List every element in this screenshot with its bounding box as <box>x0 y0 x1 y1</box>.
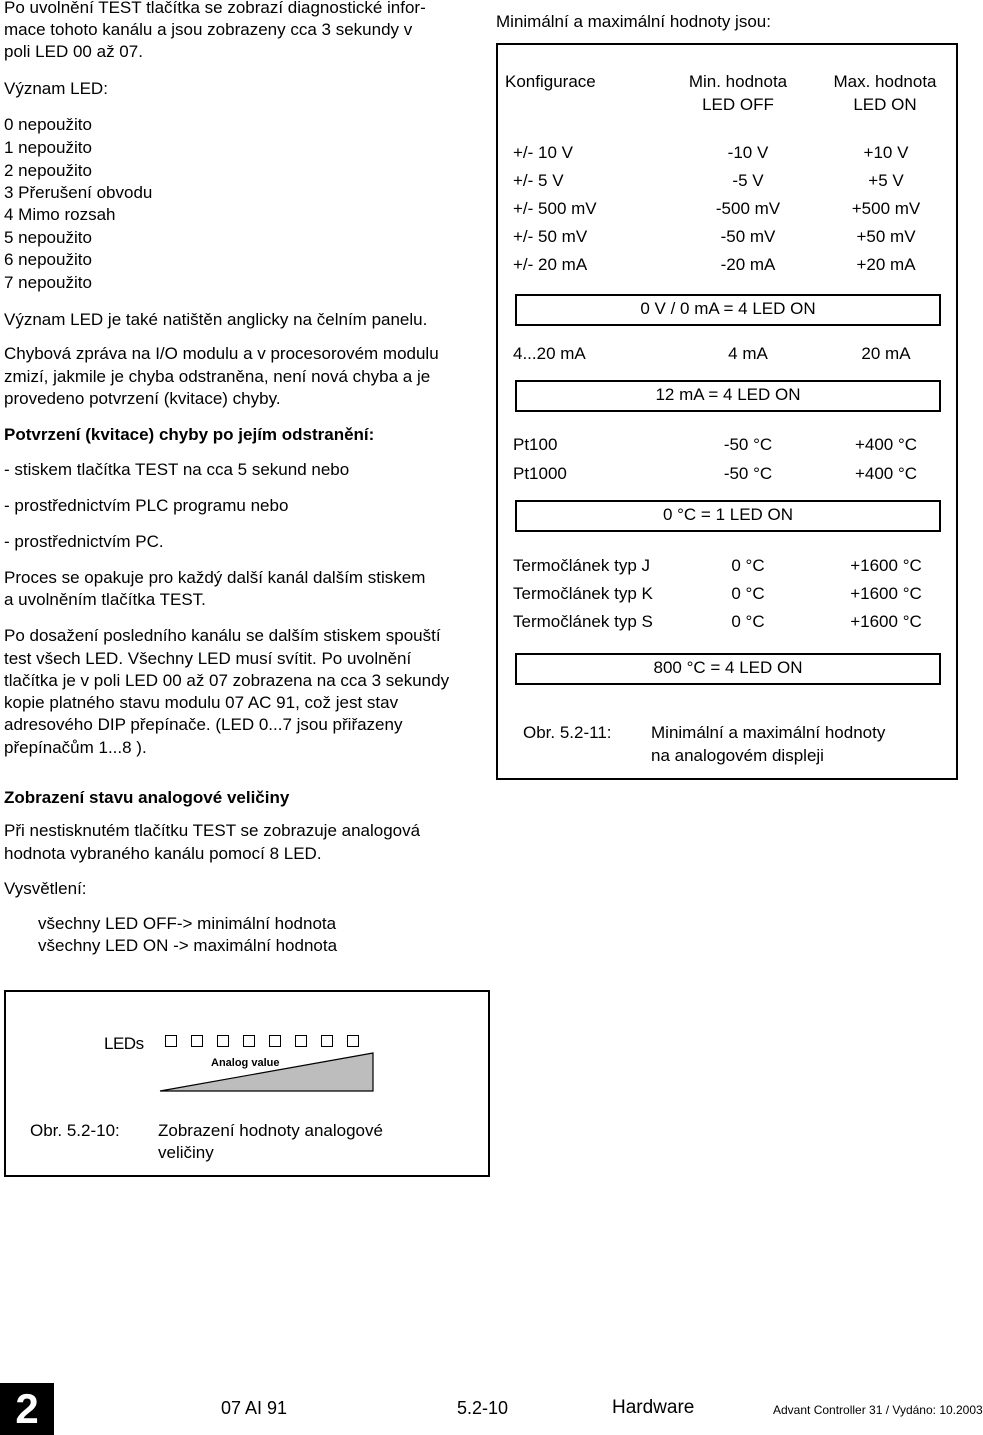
led-list-item: 5 nepoužito <box>4 228 92 247</box>
cell-max: +1600 °C <box>850 612 922 631</box>
explain-item: všechny LED OFF-> minimální hodnota <box>38 914 337 933</box>
led-indicator <box>321 1035 333 1047</box>
leds-label: LEDs <box>104 1034 144 1053</box>
footer-section: Hardware <box>612 1397 695 1418</box>
cell-max: +400 °C <box>854 464 918 483</box>
figure-11-caption-text: na analogovém displeji <box>651 746 824 765</box>
cell-config: +/- 50 mV <box>513 227 588 246</box>
cell-min: -10 V <box>727 143 769 162</box>
minmax-heading: Minimální a maximální hodnoty jsou: <box>496 12 771 31</box>
ack-heading: Potvrzení (kvitace) chyby po jejím odstranění: <box>4 425 375 444</box>
led-indicator <box>191 1035 203 1047</box>
explain-title: Vysvětlení: <box>4 879 87 898</box>
column-header-max: LED ON <box>853 95 917 114</box>
cell-config: +/- 20 mA <box>513 255 588 274</box>
cell-max: +20 mA <box>856 255 916 274</box>
cell-max: +500 mV <box>851 199 921 218</box>
cell-config: +/- 500 mV <box>513 199 597 218</box>
last-channel-line: kopie platného stavu modulu 07 AC 91, což jest stav <box>4 693 399 712</box>
cell-max: +1600 °C <box>850 584 922 603</box>
last-channel-line: tlačítka je v poli LED 00 až 07 zobrazena na cca 3 sekundy <box>4 671 450 690</box>
column-header-config: Konfigurace <box>505 72 596 91</box>
error-msg-line: zmizí, jakmile je chyba odstraněna, není nová chyba a je <box>4 367 431 386</box>
led-indicator <box>217 1035 229 1047</box>
cell-config: Pt100 <box>513 435 558 454</box>
led-indicator <box>347 1035 359 1047</box>
last-channel-line: test všech LED. Všechny LED musí svítit. Po uvolnění <box>4 649 412 668</box>
repeat-line: a uvolněním tlačítka TEST. <box>4 590 206 609</box>
cell-min: -50 °C <box>723 464 773 483</box>
cell-min: 0 °C <box>731 556 765 575</box>
cell-config: Pt1000 <box>513 464 567 483</box>
explain-item: všechny LED ON -> maximální hodnota <box>38 936 338 955</box>
column-header-min: Min. hodnota <box>688 72 788 91</box>
intro-line-2: mace tohoto kanálu a jsou zobrazeny cca 3 sekundy v <box>4 20 413 39</box>
led-list-item: 2 nepoužito <box>4 161 92 180</box>
column-header-min: LED OFF <box>702 95 774 114</box>
led-indicator <box>295 1035 307 1047</box>
analog-heading: Zobrazení stavu analogové veličiny <box>4 788 290 807</box>
cell-max: +400 °C <box>854 435 918 454</box>
figure-minmax-table <box>496 43 958 780</box>
cell-min: 0 °C <box>731 584 765 603</box>
figure-11-caption-number: Obr. 5.2-11: <box>523 723 612 742</box>
cell-min: -50 °C <box>723 435 773 454</box>
cell-max: +10 V <box>863 143 909 162</box>
ack-item: - prostřednictvím PLC programu nebo <box>4 496 289 515</box>
analog-text-line: Při nestisknutém tlačítku TEST se zobrazuje analogová <box>4 821 421 840</box>
cell-max: +5 V <box>868 171 904 190</box>
led-meaning-title: Význam LED: <box>4 79 108 98</box>
figure-10-caption-number: Obr. 5.2-10: <box>30 1121 120 1140</box>
footer-module: 07 AI 91 <box>221 1398 288 1418</box>
led-indicator <box>269 1035 281 1047</box>
repeat-line: Proces se opakuje pro každý další kanál dalším stiskem <box>4 568 426 587</box>
cell-max: 20 mA <box>861 344 911 363</box>
figure-11-caption-text: Minimální a maximální hodnoty <box>651 723 886 742</box>
note-box: 12 mA = 4 LED ON <box>515 380 941 412</box>
cell-min: 4 mA <box>728 344 768 363</box>
error-msg-line: Chybová zpráva na I/O modulu a v procesorovém modulu <box>4 344 439 363</box>
cell-config: Termočlánek typ K <box>513 584 653 603</box>
led-list-item: 1 nepoužito <box>4 138 92 157</box>
led-list-item: 7 nepoužito <box>4 273 92 292</box>
intro-line-3: poli LED 00 až 07. <box>4 42 143 61</box>
cell-config: Termočlánek typ S <box>513 612 653 631</box>
cell-max: +50 mV <box>856 227 916 246</box>
led-indicator <box>165 1035 177 1047</box>
led-list-item: 0 nepoužito <box>4 115 92 134</box>
analog-text-line: hodnota vybraného kanálu pomocí 8 LED. <box>4 844 322 863</box>
led-indicator <box>243 1035 255 1047</box>
led-list-item: 3 Přerušení obvodu <box>4 183 153 202</box>
led-row <box>165 1035 375 1049</box>
chapter-badge: 2 <box>0 1383 54 1435</box>
ack-item: - prostřednictvím PC. <box>4 532 164 551</box>
ack-item: - stiskem tlačítka TEST na cca 5 sekund nebo <box>4 460 350 479</box>
footer-doc-info: Advant Controller 31 / Vydáno: 10.2003 <box>773 1403 983 1417</box>
cell-min: -50 mV <box>720 227 776 246</box>
cell-min: -500 mV <box>715 199 781 218</box>
figure-analog-display <box>4 990 490 1177</box>
figure-10-caption-text: Zobrazení hodnoty analogové <box>158 1121 383 1140</box>
intro-line-1: Po uvolnění TEST tlačítka se zobrazí diagnostické infor- <box>4 0 426 17</box>
cell-min: -20 mA <box>720 255 776 274</box>
note-box: 800 °C = 4 LED ON <box>515 653 941 685</box>
footer-page-number: 5.2-10 <box>457 1398 509 1418</box>
figure-10-caption-text: veličiny <box>158 1143 214 1162</box>
cell-config: +/- 10 V <box>513 143 574 162</box>
led-list-item: 4 Mimo rozsah <box>4 205 116 224</box>
last-channel-line: přepínačům 1...8 ). <box>4 738 147 757</box>
cell-max: +1600 °C <box>850 556 922 575</box>
analog-value-label: Analog value <box>211 1057 280 1069</box>
last-channel-line: adresového DIP přepínače. (LED 0...7 jsou přiřazeny <box>4 715 403 734</box>
error-msg-line: provedeno potvrzení (kvitace) chyby. <box>4 389 281 408</box>
led-panel-note: Význam LED je také natištěn anglicky na čelním panelu. <box>4 310 428 329</box>
cell-min: -5 V <box>732 171 764 190</box>
led-list-item: 6 nepoužito <box>4 250 92 269</box>
cell-config: +/- 5 V <box>513 171 564 190</box>
cell-min: 0 °C <box>731 612 765 631</box>
note-box: 0 °C = 1 LED ON <box>515 500 941 532</box>
column-header-max: Max. hodnota <box>833 72 937 91</box>
last-channel-line: Po dosažení posledního kanálu se dalším stiskem spouští <box>4 626 441 645</box>
cell-config: Termočlánek typ J <box>513 556 650 575</box>
cell-config: 4...20 mA <box>513 344 586 363</box>
note-box: 0 V / 0 mA = 4 LED ON <box>515 294 941 326</box>
